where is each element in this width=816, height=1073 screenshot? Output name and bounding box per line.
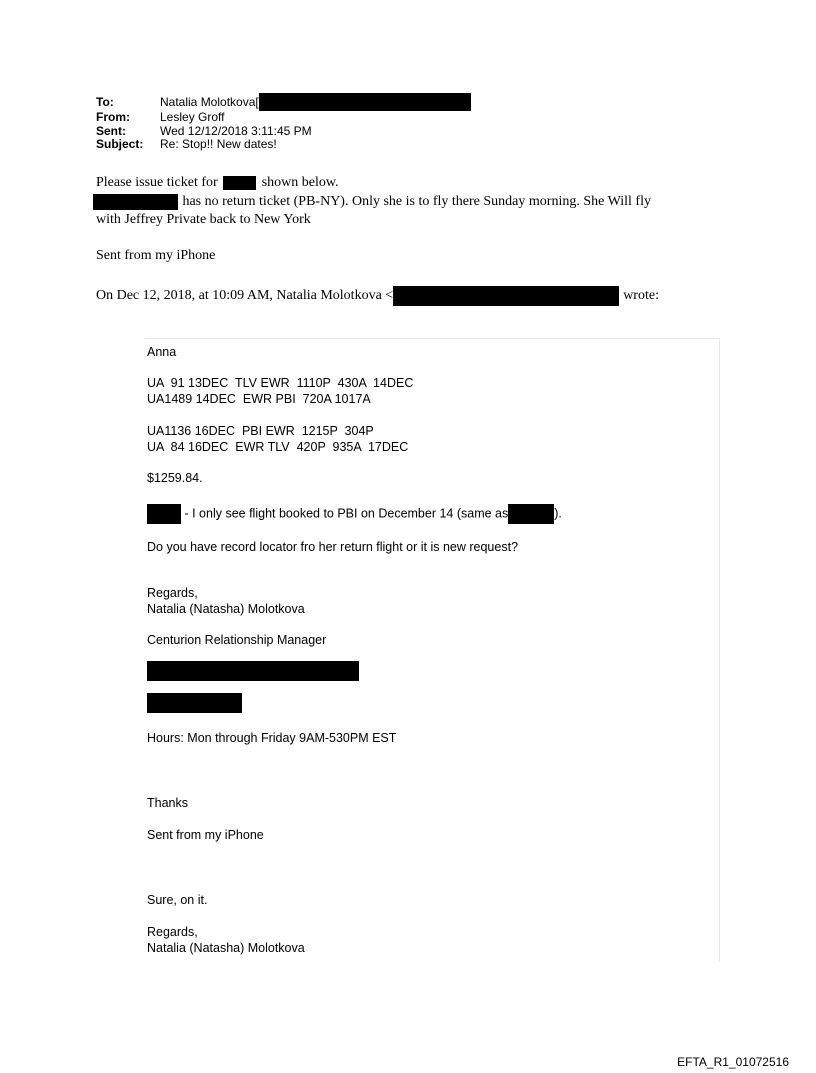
- quoted-redaction-line: [147, 661, 359, 681]
- redaction-block: [147, 504, 181, 524]
- from-value: Lesley Groff: [160, 110, 225, 124]
- sent-label: Sent:: [96, 123, 126, 138]
- signature: Sent from my iPhone: [96, 248, 216, 263]
- to-label: To:: [96, 95, 114, 109]
- redaction-block: [508, 504, 554, 524]
- to-row: [96, 96, 471, 111]
- quoted-greeting: Anna: [147, 345, 177, 359]
- from-label: From:: [96, 110, 130, 124]
- quoted-price: $1259.84.: [147, 471, 203, 485]
- redaction-block: [147, 661, 359, 681]
- body-line-1: [96, 174, 736, 192]
- redaction-block: [259, 93, 471, 111]
- flight-line: UA 84 16DEC EWR TLV 420P 935A 17DEC: [147, 440, 409, 454]
- note-text: - I only see flight booked to PBI on December 14 (same as: [181, 506, 509, 521]
- quoted-hours: Hours: Mon through Friday 9AM-530PM EST: [147, 731, 397, 745]
- redaction-block: [393, 286, 619, 306]
- flight-line: UA1489 14DEC EWR PBI 720A 1017A: [147, 392, 371, 406]
- quoted-question: Do you have record locator fro her return flight or it is new request?: [147, 540, 519, 554]
- body-line-3: with Jeffrey Private back to New York: [96, 212, 311, 227]
- redaction-block: [223, 176, 256, 190]
- quoted-regards: Regards,: [147, 586, 198, 600]
- quoted-name: Natalia (Natasha) Molotkova: [147, 602, 305, 616]
- quoted-message: [145, 338, 720, 961]
- body-text: On Dec 12, 2018, at 10:09 AM, Natalia Molotkova <: [96, 288, 394, 304]
- body-text: wrote:: [623, 288, 659, 304]
- document-id: EFTA_R1_01072516: [677, 1055, 789, 1069]
- note-text: ).: [554, 506, 562, 521]
- body-line-2: [96, 193, 736, 211]
- subject-label: Subject:: [96, 137, 144, 151]
- flight-line: UA1136 16DEC PBI EWR 1215P 304P: [147, 424, 374, 438]
- from-row: [96, 111, 471, 125]
- subject-value: Re: Stop!! New dates!: [160, 137, 277, 151]
- to-value: Natalia Molotkova[: [160, 95, 259, 109]
- quoted-sent-from: Sent from my iPhone: [147, 828, 264, 842]
- subject-row: [96, 138, 471, 152]
- quoted-thanks: Thanks: [147, 796, 188, 810]
- flight-line: UA 91 13DEC TLV EWR 1110P 430A 14DEC: [147, 376, 414, 390]
- quoted-title: Centurion Relationship Manager: [147, 633, 327, 647]
- quoted-note: [147, 504, 562, 524]
- redaction-block: [147, 693, 242, 713]
- body-text: shown below.: [261, 175, 339, 190]
- redaction-block: [93, 194, 178, 210]
- body-text: has no return ticket (PB-NY). Only she is to fly there Sunday morning. She Will fly: [182, 194, 651, 209]
- quoted-redaction-line: [147, 693, 242, 713]
- email-header: [96, 96, 471, 152]
- quoted-name-2: Natalia (Natasha) Molotkova: [147, 941, 305, 955]
- quoted-regards-2: Regards,: [147, 925, 198, 939]
- sent-value: Wed 12/12/2018 3:11:45 PM: [160, 123, 312, 138]
- reply-header: [96, 286, 796, 306]
- quoted-sure: Sure, on it.: [147, 893, 208, 907]
- sent-row: [96, 125, 471, 139]
- body-text: Please issue ticket for: [96, 175, 218, 190]
